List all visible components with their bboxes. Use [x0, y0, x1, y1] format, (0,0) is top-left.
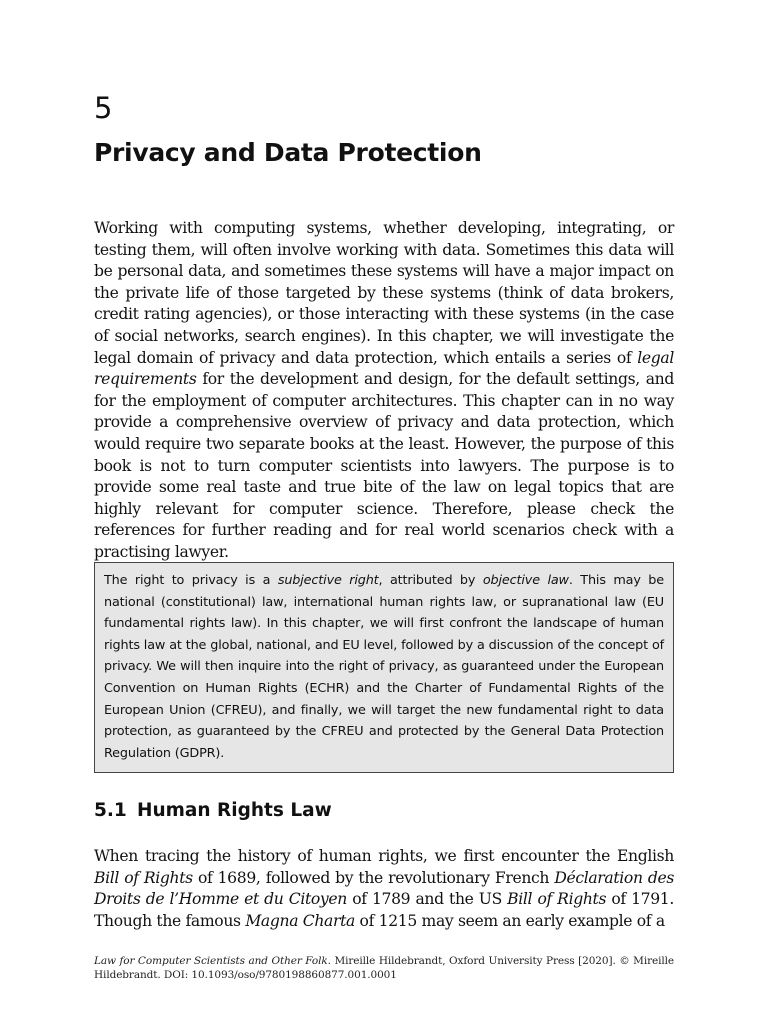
summary-emphasis-objective-law: objective law: [482, 573, 569, 588]
intro-text-1: Working with computing systems, whether developing, integrating, or testing them, will often involve working with data. Sometimes this data will be personal data, and sometimes these systems will have a major impact on the private life of those targeted by these systems (think of data brokers, credit rating agencies), or those interacting with these systems (in the case of social networks, search engines). In this chapter, we will investigate the legal domain of privacy and data protection, which entails a series of: [94, 219, 674, 367]
summary-text-1: The right to privacy is a: [104, 573, 278, 588]
section-emphasis-declaration: Déclaration des Droits de l’Homme et du Citoyen: [94, 868, 674, 909]
section-number: 5.1: [94, 800, 127, 821]
section-text-3: of 1789 and the US: [346, 890, 508, 909]
section-emphasis-bill-of-rights-us: Bill of Rights: [507, 890, 607, 909]
summary-text-3: . This may be national (constitutional) law, international human rights law, or supranational law (EU fundamental rights law). In this chapter, we will first confront the landscape of human rights law at the global, national, and EU level, followed by a discussion of the concept of privacy. We will then inquire into the right of privacy, as guaranteed under the European Convention on Human Rights (ECHR) and the Charter of Fundamental Rights of the European Union (CFREU), and finally, we will target the new fundamental right to data protection, as guaranteed by the CFREU and protected by the General Data Protection Regulation (GDPR).: [104, 573, 664, 761]
chapter-number: 5: [94, 91, 113, 125]
section-text-4: of 1791. Though the famous: [94, 890, 674, 930]
chapter-title: Privacy and Data Protection: [94, 138, 482, 167]
summary-text: [104, 570, 664, 764]
section-emphasis-magna-charta: Magna Charta: [245, 911, 355, 930]
summary-text-2: , attributed by: [378, 573, 483, 588]
summary-emphasis-subjective-right: subjective right: [277, 573, 379, 588]
section-heading: [94, 798, 332, 824]
footnote-book-title: Law for Computer Scientists and Other Folk: [94, 955, 328, 967]
copyright-footnote: [94, 954, 674, 982]
section-text-1: When tracing the history of human rights, we first encounter the English: [94, 847, 674, 865]
chapter-summary-box: [94, 562, 674, 773]
section-title: Human Rights Law: [137, 800, 332, 821]
footnote-text: . Mireille Hildebrandt, Oxford University Press [2020]. © Mireille Hildebrandt. DOI: 10.1093/oso/9780198860877.001.0001: [94, 955, 675, 981]
intro-paragraph: [94, 218, 674, 564]
section-emphasis-bill-of-rights-english: Bill of Rights: [94, 868, 193, 887]
intro-emphasis-legal-requirements: legal requirements: [94, 348, 674, 389]
intro-text-2: for the development and design, for the default settings, and for the employment of computer architectures. This chapter can in no way provide a comprehensive overview of privacy and data protection, which would require two separate books at the least. However, the purpose of this book is not to turn computer scientists into lawyers. The purpose is to provide some real taste and true bite of the law on legal topics that are highly relevant for computer science. Therefore, please check the references for further reading and for real world scenarios check with a practising lawyer.: [94, 370, 674, 561]
section-text-5: of 1215 may seem an early example of a: [354, 911, 665, 930]
section-text-2: of 1689, followed by the revolutionary French: [192, 868, 555, 887]
section-paragraph: [94, 846, 674, 932]
